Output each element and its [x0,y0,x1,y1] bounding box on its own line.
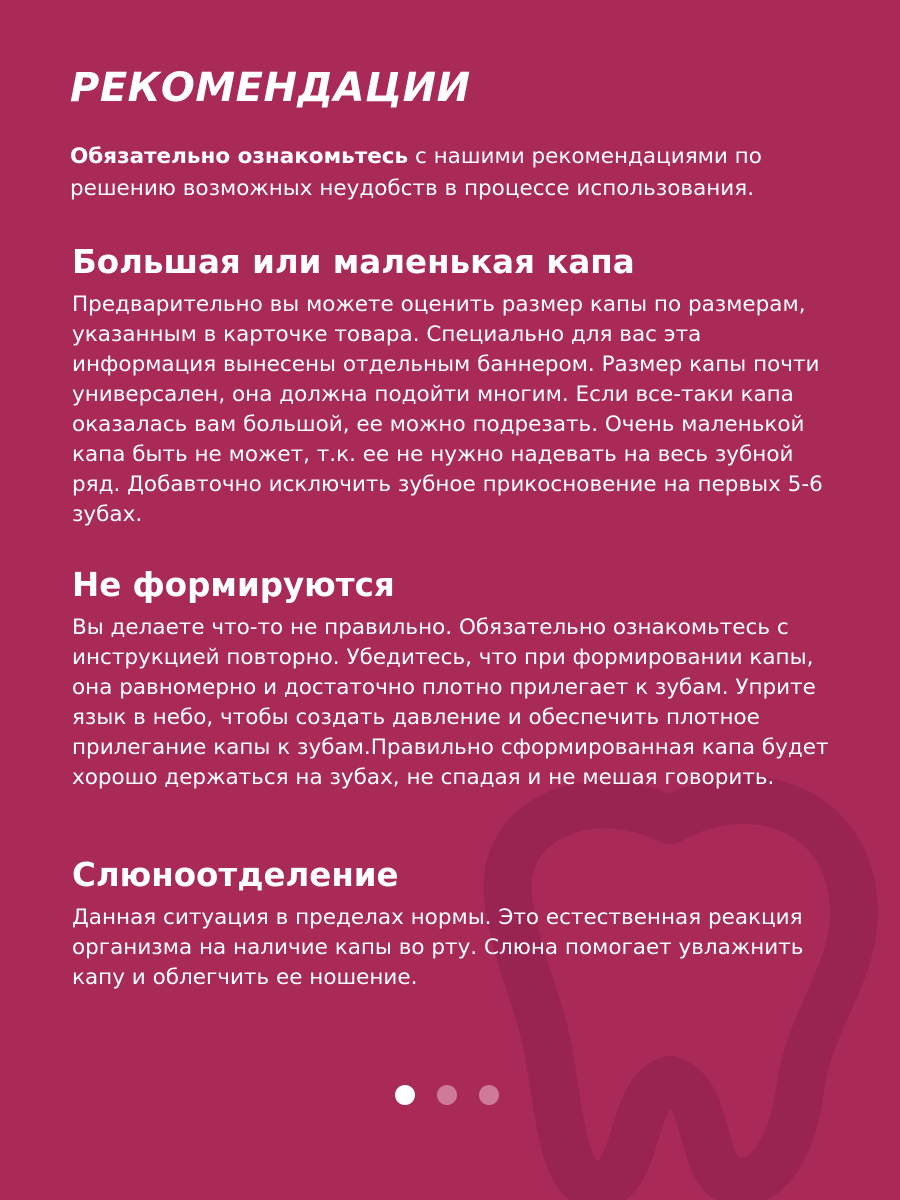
section-body: Данная ситуация в пределах нормы. Это естественная реакция организма на наличие капы во рту. Слюна помогает увлажнить капу и облегчить ее ношение. [72,905,804,990]
section-heading: Большая или маленькая капа [72,243,635,281]
section-heading: Слюноотделение [72,856,399,894]
intro-rest: с нашими рекомендациями по решению возможных неудобств в процессе использования. [70,144,762,201]
intro-bold: Обязательно ознакомьтесь [70,144,409,169]
carousel-dot-3[interactable] [479,1085,499,1105]
section-body: Вы делаете что-то не правильно. Обязательно ознакомьтесь с инструкцией повторно. Убедитесь, что при формировании капы, она равномерно и достаточно плотно прилегает к зубам. Уприте язык в небо, чтобы создать давление и обеспечить плотное прилегание капы к зубам.Правильно сформированная капа будет хорошо держаться на зубах, не спадая и не мешая говорить. [72,615,829,790]
page-title: РЕКОМЕНДАЦИИ [70,65,471,111]
intro-text [70,141,860,205]
section-salivation [72,853,842,993]
carousel-dot-2[interactable] [437,1085,457,1105]
section-heading: Не формируются [72,566,395,604]
section-body: Предварительно вы можете оценить размер капы по размерам, указанным в карточке товара. Специально для вас эта информация вынесены отдельным баннером. Размер капы почти универсален, она должна подойти многим. Если все-таки капа оказалась вам большой, ее можно подрезать. Очень маленькой капа быть не может, т.к. ее не нужно надевать на весь зубной ряд. Добавточно исключить зубное прикосновение на первых 5-6 зубах. [72,292,823,527]
carousel-dots [395,1085,499,1105]
section-not-forming [72,563,842,793]
carousel-dot-1[interactable] [395,1085,415,1105]
section-size [72,240,842,530]
